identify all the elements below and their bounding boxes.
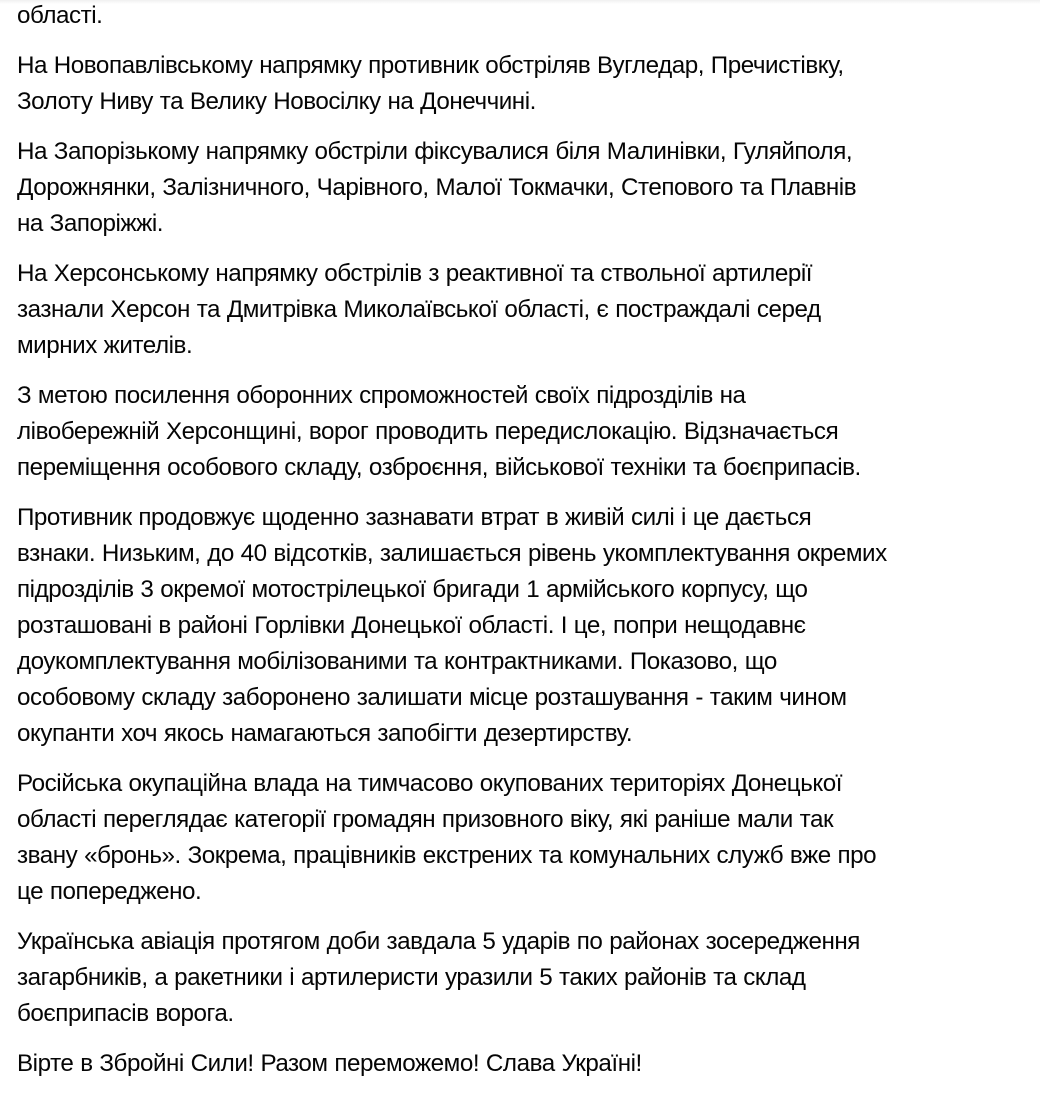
text-line: лівобережній Херсонщині, ворог проводить передислокацію. Відзначається	[17, 418, 839, 445]
text-line: це попереджено.	[17, 878, 202, 905]
paragraph-region-ending	[17, 0, 1027, 34]
text-line: Золоту Ниву та Велику Новосілку на Донеччині.	[17, 88, 536, 115]
paragraph-enemy-losses	[17, 500, 1027, 752]
paragraph-aviation-strikes	[17, 924, 1027, 1032]
paragraph-novopavlivka-direction	[17, 48, 1027, 120]
text-line: області.	[17, 2, 103, 29]
text-line: підрозділів 3 окремої мотострілецької бригади 1 армійського корпусу, що	[17, 576, 808, 603]
text-line: мирних жителів.	[17, 332, 193, 359]
text-line: зазнали Херсон та Дмитрівка Миколаївської області, є постраждалі серед	[17, 296, 821, 323]
paragraph-occupation-authorities	[17, 766, 1027, 910]
text-line: доукомплектування мобілізованими та контрактниками. Показово, що	[17, 648, 777, 675]
text-line: звану «бронь». Зокрема, працівників екстрених та комунальних служб вже про	[17, 842, 877, 869]
text-line: Російська окупаційна влада на тимчасово окупованих територіях Донецької	[17, 770, 843, 797]
text-line: на Запоріжжі.	[17, 210, 164, 237]
text-line: розташовані в районі Горлівки Донецької області. І це, попри нещодавнє	[17, 612, 806, 639]
text-line: області переглядає категорії громадян призовного віку, які раніше мали так	[17, 806, 834, 833]
text-line: Противник продовжує щоденно зазнавати втрат в живій силі і це дається	[17, 504, 812, 531]
text-line: Вірте в Збройні Сили! Разом переможемо! Слава Україні!	[17, 1050, 642, 1077]
text-line: На Запорізькому напрямку обстріли фіксувалися біля Малинівки, Гуляйполя,	[17, 138, 853, 165]
text-line: загарбників, а ракетники і артилеристи уразили 5 таких районів та склад	[17, 964, 806, 991]
text-line: окупанти хоч якось намагаються запобігти дезертирству.	[17, 720, 633, 747]
text-line: На Новопавлівському напрямку противник обстріляв Вугледар, Пречистівку,	[17, 52, 844, 79]
paragraph-zaporizhzhia-direction	[17, 134, 1027, 242]
text-line: Дорожнянки, Залізничного, Чарівного, Малої Токмачки, Степового та Плавнів	[17, 174, 857, 201]
text-line: особовому складу заборонено залишати місце розташування - таким чином	[17, 684, 847, 711]
paragraph-kherson-direction	[17, 256, 1027, 364]
paragraph-closing-slogan	[17, 1046, 1027, 1082]
text-line: З метою посилення оборонних спроможностей своїх підрозділів на	[17, 382, 746, 409]
paragraph-redeployment	[17, 378, 1027, 486]
text-line: переміщення особового складу, озброєння, військової техніки та боєприпасів.	[17, 454, 861, 481]
text-line: Українська авіація протягом доби завдала 5 ударів по районах зосередження	[17, 928, 860, 955]
post-text-body	[17, 0, 1027, 1096]
text-line: На Херсонському напрямку обстрілів з реактивної та ствольної артилерії	[17, 260, 813, 287]
text-line: боєприпасів ворога.	[17, 1000, 234, 1027]
text-line: взнаки. Низьким, до 40 відсотків, залишається рівень укомплектування окремих	[17, 540, 887, 567]
